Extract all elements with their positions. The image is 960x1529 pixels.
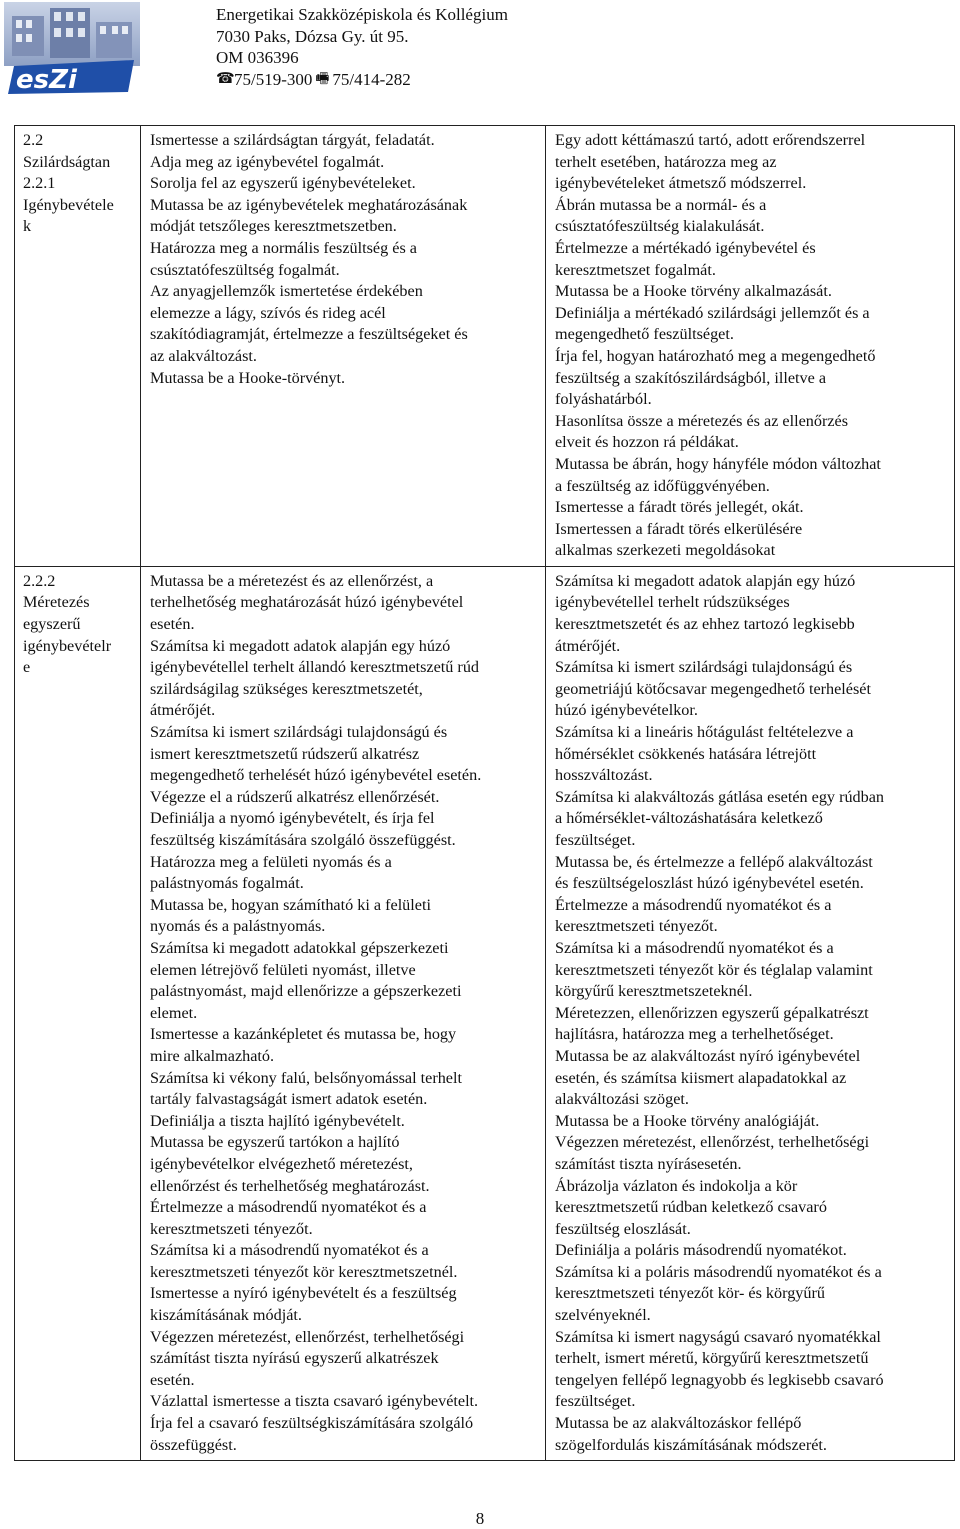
- fax-number: 75/414-282: [332, 69, 411, 89]
- text-line: az alakváltozást.: [150, 346, 257, 365]
- text-line: Mutassa be a Hooke törvény alkalmazását.: [555, 282, 832, 301]
- text-line: palástnyomást, majd ellenőrizze a gépszerkezeti: [150, 982, 462, 1001]
- text-line: Ismertessen a fáradt törés elkerülésére: [555, 519, 803, 538]
- text-line: Számítsa ki megadott adatok alapján egy húzó: [150, 636, 451, 655]
- text-line: Határozza meg a felületi nyomás és a: [150, 852, 392, 871]
- topic-line: k: [23, 217, 32, 236]
- text-line: feszültség eloszlását.: [555, 1219, 691, 1238]
- text-line: keresztmetszeti tényezőt kör keresztmetszetnél.: [150, 1262, 458, 1281]
- text-line: tengelyen fellépő legnagyobb és legkisebb csavaró: [555, 1370, 884, 1389]
- text-line: Számítsa ki a poláris másodrendű nyomatékot és a: [555, 1262, 882, 1281]
- text-line: módját tetszőleges keresztmetszetben.: [150, 217, 397, 236]
- text-line: Definiálja a tiszta hajlító igénybevételt.: [150, 1111, 405, 1130]
- text-line: Ismertesse a kazánképletet és mutassa be, hogy: [150, 1025, 457, 1044]
- text-line: elveit és hozzon rá példákat.: [555, 433, 739, 452]
- text-line: elemen létrejövő felületi nyomást, illetve: [150, 960, 416, 979]
- text-line: Számítsa ki vékony falú, belsőnyomással terhelt: [150, 1068, 462, 1087]
- text-line: Mutassa be a méretezést és az ellenőrzést, a: [150, 571, 434, 590]
- text-line: Ismertesse a fáradt törés jellegét, okát.: [555, 498, 804, 517]
- text-line: Mutassa be ábrán, hogy hányféle módon változhat: [555, 454, 881, 473]
- text-line: igénybevételeket átmetsző módszerrel.: [555, 174, 807, 193]
- text-line: hőmérséklet csökkenés hatására létrejött: [555, 744, 817, 763]
- text-line: csúsztatófeszültség fogalmát.: [150, 260, 340, 279]
- text-line: a feszültség az időfüggvényében.: [555, 476, 770, 495]
- text-line: Számítsa ki ismert nagyságú csavaró nyomatékkal: [555, 1327, 881, 1346]
- text-line: Értelmezze a mértékadó igénybevétel és: [555, 238, 816, 257]
- text-line: Adja meg az igénybevétel fogalmát.: [150, 152, 385, 171]
- text-line: keresztmetszetét és az ehhez tartozó legkisebb: [555, 615, 855, 634]
- topic-line: Méretezés: [23, 593, 90, 612]
- text-line: terhelt, ismert méretű, körgyűrű keresztmetszetű: [555, 1349, 869, 1368]
- topic-line: igénybevételr: [23, 636, 112, 655]
- curriculum-table: [14, 125, 955, 1461]
- text-line: nyomás és a palástnyomás.: [150, 917, 326, 936]
- text-line: Számítsa ki a lineáris hőtágulást feltételezve a: [555, 723, 854, 742]
- text-line: Számítsa ki ismert szilárdsági tulajdonságú és: [555, 658, 853, 677]
- text-line: összefüggést.: [150, 1435, 237, 1454]
- topic-line: 2.2: [23, 131, 44, 149]
- topic-line: 2.2.2: [23, 571, 56, 590]
- text-line: Számítsa ki a másodrendű nyomatékot és a: [150, 1241, 429, 1260]
- text-line: Vázlattal ismertesse a tiszta csavaró igénybevételt.: [150, 1392, 479, 1411]
- school-om-number: OM 036396: [216, 48, 299, 67]
- text-line: ismert keresztmetszetű rúdszerű alkatrész: [150, 744, 420, 763]
- table-body: [15, 126, 955, 1461]
- text-line: Végezzen méretezést, ellenőrzést, terhelhetőségi: [150, 1327, 465, 1346]
- text-line: Számítsa ki alakváltozás gátlása esetén egy rúdban: [555, 787, 885, 806]
- text-line: esetén, és számítsa kiismert alapadatokkal az: [555, 1068, 847, 1087]
- text-line: Ábrázolja vázlaton és indokolja a kör: [555, 1176, 798, 1195]
- text-line: keresztmetszeti tényezőt.: [555, 917, 718, 936]
- text-line: Határozza meg a normális feszültség és a: [150, 238, 417, 257]
- text-line: terhelhetőség meghatározását húzó igénybevétel: [150, 593, 464, 612]
- text-line: tartály falvastagságát ismert adatok esetén.: [150, 1090, 428, 1109]
- text-line: keresztmetszet fogalmát.: [555, 260, 716, 279]
- text-line: Végezzen méretezést, ellenőrzést, terhelhetőségi: [555, 1133, 870, 1152]
- text-line: Számítsa ki megadott adatokkal gépszerkezeti: [150, 938, 449, 957]
- text-line: Definiálja a mértékadó szilárdsági jellemzőt és a: [555, 303, 870, 322]
- text-line: megengedhető feszültséget.: [555, 325, 734, 344]
- text-line: Egy adott kéttámaszú tartó, adott erőrendszerrel: [555, 131, 866, 149]
- text-line: megengedhető terhelését húzó igénybevétel esetén.: [150, 766, 482, 785]
- text-line: esetén.: [150, 615, 195, 634]
- school-logo: [4, 2, 140, 98]
- text-line: Ismertesse a szilárdságtan tárgyát, feladatát.: [150, 131, 435, 149]
- text-line: számítást tiszta nyírású egyszerű alkatrészek: [150, 1349, 439, 1368]
- school-name: Energetikai Szakközépiskola és Kollégium: [216, 5, 508, 24]
- text-line: feszültség kiszámítására szolgáló összefüggést.: [150, 831, 456, 849]
- text-line: Az anyagjellemzők ismertetése érdekében: [150, 282, 423, 301]
- topic-cell: [15, 126, 141, 567]
- requirements-cell: [141, 126, 546, 567]
- phone-number: 75/519-300: [234, 69, 313, 89]
- text-line: Értelmezze a másodrendű nyomatékot és a: [150, 1198, 427, 1217]
- text-line: Írja fel, hogyan határozható meg a megengedhető: [555, 346, 876, 365]
- text-line: folyáshatárból.: [555, 390, 652, 409]
- topic-line: Szilárdságtan: [23, 152, 111, 171]
- text-line: alakváltozási szöget.: [555, 1090, 689, 1109]
- text-line: ellenőrzést és terhelhetőség meghatározást.: [150, 1176, 430, 1195]
- topic-line: e: [23, 658, 31, 677]
- topic-line: Igénybevétele: [23, 195, 114, 214]
- text-line: hosszváltozást.: [555, 766, 653, 785]
- page-number: 8: [475, 1509, 485, 1528]
- text-line: Mutassa be az igénybevételek meghatározásának: [150, 195, 468, 214]
- text-line: mire alkalmazható.: [150, 1046, 275, 1065]
- text-line: igénybevételkor elvégezhető méretezést,: [150, 1154, 413, 1173]
- text-line: Számítsa ki a másodrendű nyomatékot és a: [555, 938, 834, 957]
- text-line: geometriájú kötőcsavar megengedhető terhelését: [555, 679, 871, 698]
- text-line: Mutassa be az alakváltozáskor fellépő: [555, 1414, 802, 1433]
- text-line: és feszültségeloszlást húzó igénybevétel esetén.: [555, 874, 864, 893]
- table-row: [15, 566, 955, 1460]
- text-line: elemezze a lágy, szívós és rideg acél: [150, 303, 386, 322]
- tasks-cell: [546, 566, 955, 1460]
- text-line: csúsztatófeszültség kialakulását.: [555, 217, 765, 236]
- tasks-cell: [546, 126, 955, 567]
- text-line: esetén.: [150, 1370, 195, 1389]
- topic-cell: [15, 566, 141, 1460]
- requirements-cell: [141, 566, 546, 1460]
- text-line: húzó igénybevételkor.: [555, 701, 698, 720]
- text-line: alkalmas szerkezeti megoldásokat: [555, 541, 776, 560]
- text-line: Végezze el a rúdszerű alkatrész ellenőrzését.: [150, 787, 440, 806]
- text-line: igénybevétellel terhelt rúdszükséges: [555, 593, 790, 612]
- svg-text:esZi: esZi: [16, 65, 77, 95]
- text-line: szelvényeknél.: [555, 1306, 651, 1325]
- text-line: számítást tiszta nyírásesetén.: [555, 1154, 742, 1173]
- text-line: Definiálja a poláris másodrendű nyomatékot.: [555, 1241, 847, 1260]
- text-line: kiszámításának módját.: [150, 1306, 302, 1325]
- text-line: terhelt esetében, határozza meg az: [555, 152, 777, 171]
- text-line: keresztmetszeti tényezőt kör- és körgyűrű: [555, 1284, 825, 1303]
- text-line: Mutassa be, hogyan számítható ki a felületi: [150, 895, 431, 914]
- contact-line: [216, 69, 508, 91]
- text-line: igénybevétellel terhelt állandó keresztmetszetű rúd: [150, 658, 480, 677]
- text-line: Számítsa ki megadott adatok alapján egy húzó: [555, 571, 856, 590]
- table-row: [15, 126, 955, 567]
- text-line: Írja fel a csavaró feszültségkiszámítására szolgáló: [150, 1414, 474, 1433]
- text-line: Méretezzen, ellenőrizzen egyszerű gépalkatrészt: [555, 1003, 869, 1022]
- text-line: Sorolja fel az egyszerű igénybevételeket.: [150, 174, 416, 193]
- text-line: Mutassa be a Hooke törvény analógiáját.: [555, 1111, 820, 1130]
- text-line: Értelmezze a másodrendű nyomatékot és a: [555, 895, 832, 914]
- text-line: Mutassa be, és értelmezze a fellépő alakváltozást: [555, 852, 873, 871]
- text-line: keresztmetszetű rúdban keletkező csavaró: [555, 1198, 827, 1217]
- text-line: körgyűrű keresztmetszeteknél.: [555, 982, 753, 1001]
- school-address: 7030 Paks, Dózsa Gy. út 95.: [216, 26, 409, 46]
- text-line: Hasonlítsa össze a méretezés és az ellenőrzés: [555, 411, 849, 430]
- text-line: szögelfordulás kiszámításának módszerét.: [555, 1435, 827, 1454]
- text-line: Mutassa be az alakváltozást nyíró igénybevétel: [555, 1046, 861, 1065]
- text-line: feszültség a szakítószilárdságból, illetve a: [555, 368, 827, 387]
- page-header: [0, 0, 960, 110]
- text-line: szilárdságilag szükséges keresztmetszetét,: [150, 679, 423, 698]
- telephone-icon: ☎: [216, 70, 235, 87]
- text-line: elemet.: [150, 1003, 198, 1022]
- text-line: Ábrán mutassa be a normál- és a: [555, 195, 767, 214]
- school-info: [216, 4, 508, 90]
- text-line: átmérőjét.: [150, 701, 216, 720]
- text-line: Definiálja a nyomó igénybevételt, és írja fel: [150, 809, 435, 828]
- text-line: hajlításra, határozza meg a terhelhetőséget.: [555, 1025, 834, 1044]
- topic-line: 2.2.1: [23, 174, 56, 193]
- text-line: keresztmetszeti tényezőt kör és téglalap valamint: [555, 960, 873, 979]
- text-line: feszültséget.: [555, 831, 636, 849]
- text-line: keresztmetszeti tényezőt.: [150, 1219, 313, 1238]
- text-line: palástnyomás fogalmát.: [150, 874, 304, 893]
- fax-icon: 🖷: [315, 70, 330, 87]
- text-line: Mutassa be egyszerű tartókon a hajlító: [150, 1133, 400, 1152]
- text-line: feszültséget.: [555, 1392, 636, 1411]
- text-line: Ismertesse a nyíró igénybevételt és a feszültség: [150, 1284, 457, 1303]
- text-line: szakítódiagramját, értelmezze a feszültségeket és: [150, 325, 468, 344]
- text-line: átmérőjét.: [555, 636, 621, 655]
- text-line: Számítsa ki ismert szilárdsági tulajdonságú és: [150, 723, 448, 742]
- text-line: Mutassa be a Hooke-törvényt.: [150, 368, 346, 387]
- topic-line: egyszerű: [23, 615, 81, 634]
- text-line: a hőmérséklet-változáshatására keletkező: [555, 809, 823, 828]
